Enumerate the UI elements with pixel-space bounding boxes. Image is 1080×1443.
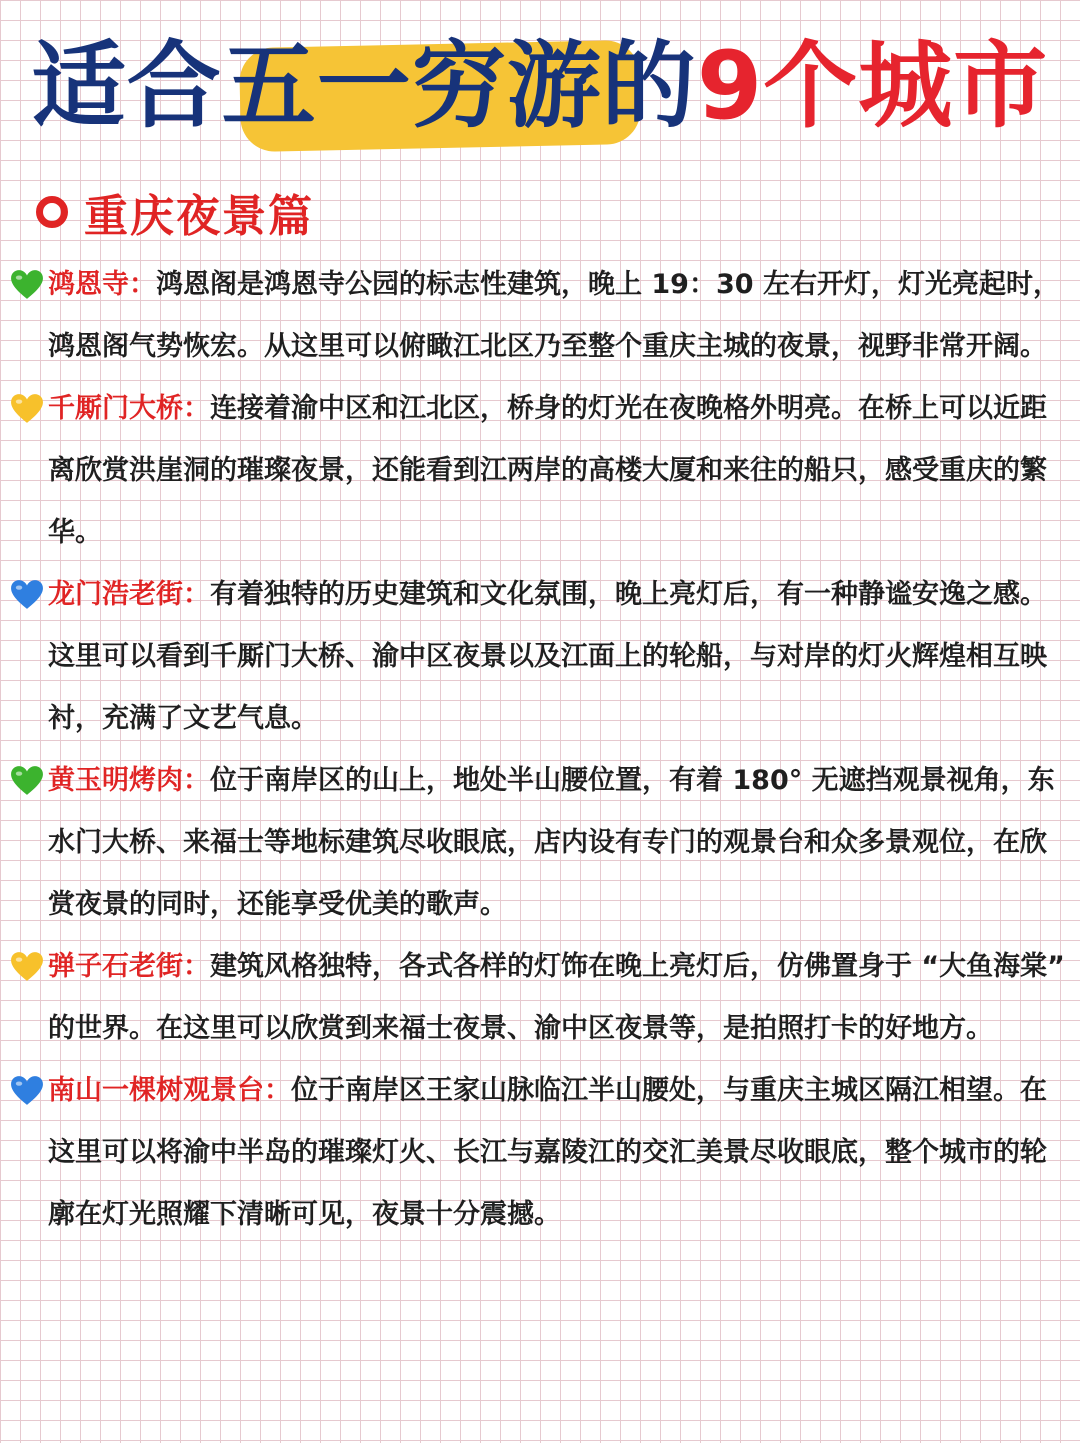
entry-name: 千厮门大桥：: [48, 393, 210, 424]
entry-name: 鸿恩寺：: [48, 269, 156, 300]
title-part-1: 适合: [31, 32, 222, 141]
list-item: [0, 378, 1080, 564]
entry-list: [0, 254, 1080, 1246]
list-item: [0, 564, 1080, 750]
blue-heart-icon: [10, 579, 44, 611]
entry-name: 南山一棵树观景台：: [48, 1075, 291, 1106]
entry-name: 黄玉明烤肉：: [48, 765, 210, 796]
green-heart-icon: [10, 765, 44, 797]
entry-text: 建筑风格独特，各式各样的灯饰在晚上亮灯后，仿佛置身于 “大鱼海棠” 的世界。在这里可以欣赏到来福士夜景、渝中区夜景等，是拍照打卡的好地方。: [48, 951, 1065, 1044]
entry-name: 弹子石老街：: [48, 951, 210, 982]
yellow-heart-icon: [10, 951, 44, 983]
title-part-2: 五一穷游: [221, 32, 602, 141]
entry-text: 位于南岸区的山上，地处半山腰位置，有着 180° 无遮挡观景视角，东水门大桥、来福士等地标建筑尽收眼底，店内设有专门的观景台和众多景观位，在欣赏夜景的同时，还能享受优美的歌声。: [48, 765, 1055, 920]
blue-heart-icon: [10, 1075, 44, 1107]
title-part-3: 的: [601, 32, 697, 141]
entry-text: 鸿恩阁是鸿恩寺公园的标志性建筑，晚上 19：30 左右开灯，灯光亮起时，鸿恩阁气势恢宏。从这里可以俯瞰江北区乃至整个重庆主城的夜景，视野非常开阔。: [48, 269, 1060, 362]
entry-name: 龙门浩老街：: [48, 579, 210, 610]
title-banner: [0, 22, 1080, 152]
title-part-5: 个城市: [763, 32, 1049, 141]
list-item: [0, 1060, 1080, 1246]
list-item: [0, 254, 1080, 378]
green-heart-icon: [10, 269, 44, 301]
entry-text: 连接着渝中区和江北区，桥身的灯光在夜晚格外明亮。在桥上可以近距离欣赏洪崖洞的璀璨夜景，还能看到江两岸的高楼大厦和来往的船只，感受重庆的繁华。: [48, 393, 1047, 548]
list-item: [0, 936, 1080, 1060]
entry-text: 有着独特的历史建筑和文化氛围，晚上亮灯后，有一种静谧安逸之感。这里可以看到千厮门大桥、渝中区夜景以及江面上的轮船，与对岸的灯火辉煌相互映衬，充满了文艺气息。: [48, 579, 1047, 734]
section-title: 重庆夜景篇: [84, 191, 314, 242]
section-heading: [36, 180, 314, 244]
title-part-4: 9: [696, 32, 764, 141]
entry-text: 位于南岸区王家山脉临江半山腰处，与重庆主城区隔江相望。在这里可以将渝中半岛的璀璨灯火、长江与嘉陵江的交汇美景尽收眼底，整个城市的轮廓在灯光照耀下清晰可见，夜景十分震撼。: [48, 1075, 1047, 1230]
hollow-red-circle-icon: [36, 196, 68, 228]
list-item: [0, 750, 1080, 936]
page-title: [0, 32, 1080, 142]
yellow-heart-icon: [10, 393, 44, 425]
